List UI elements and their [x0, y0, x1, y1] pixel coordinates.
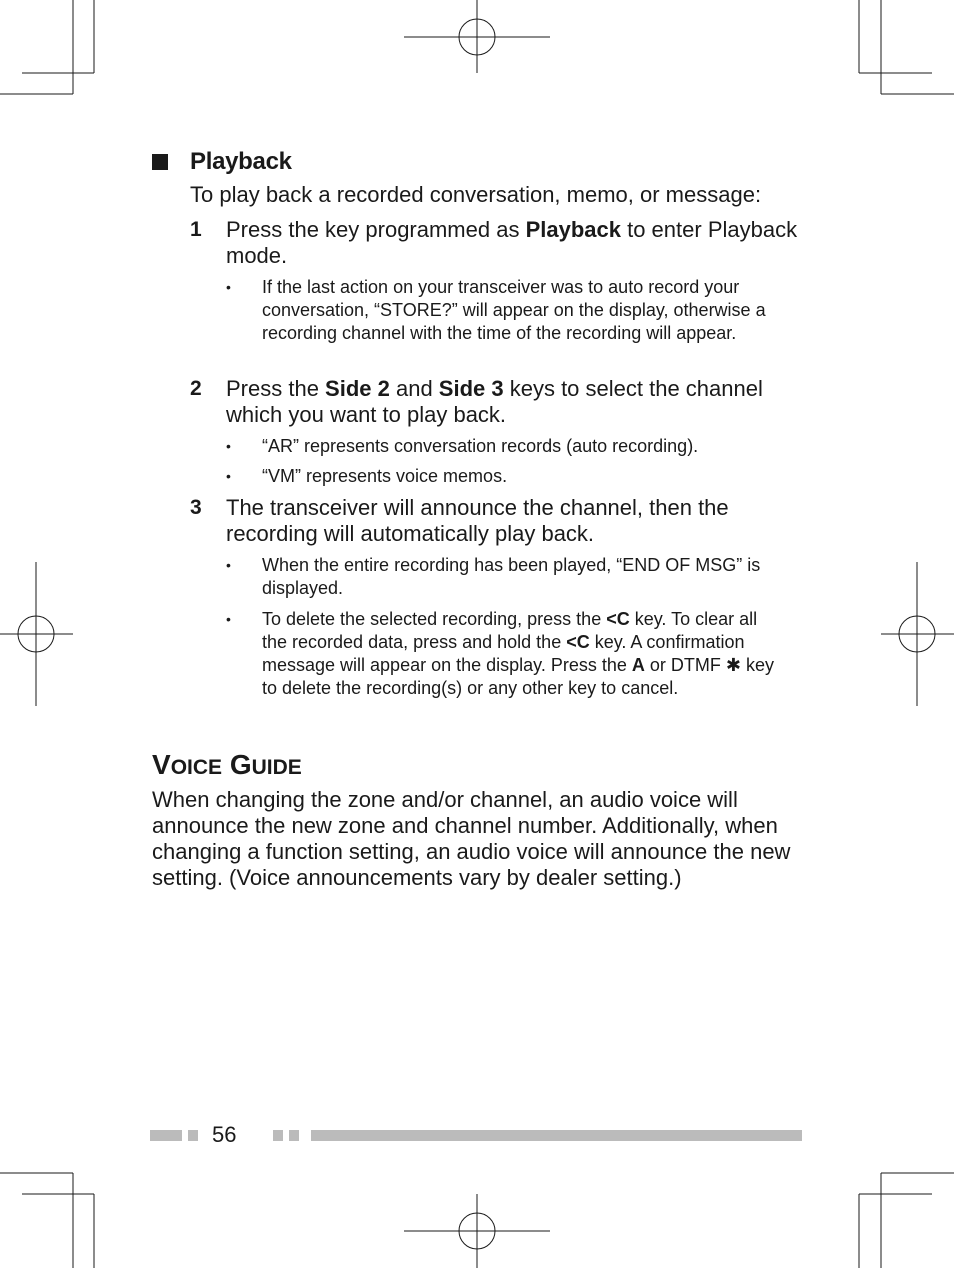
step-text: Press the key programmed as Playback to enter Playback mode. [226, 217, 798, 268]
step-1 [190, 217, 810, 269]
voice-guide-heading: VOICE GUIDE [152, 749, 302, 780]
note-text: “AR” represents conversation records (auto recording). [262, 436, 699, 456]
footer-bar [311, 1130, 802, 1141]
step-text: The transceiver will announce the channel, then the recording will automatically play back. [226, 495, 729, 546]
footer-bar-segment [188, 1130, 198, 1141]
bullet-icon: • [226, 438, 231, 454]
step-text: Press the Side 2 and Side 3 keys to select the channel which you want to play back. [226, 376, 763, 427]
bullet-icon: • [226, 611, 231, 627]
step-number: 3 [190, 496, 202, 519]
footer-bar-segment [273, 1130, 283, 1141]
step-2 [190, 376, 810, 428]
asterisk-icon: ✱ [725, 655, 741, 675]
step-3-note-1 [226, 554, 786, 600]
step-number: 2 [190, 377, 202, 400]
footer-bar-segment [150, 1130, 182, 1141]
section-title: Playback [190, 148, 292, 175]
voice-guide-body: When changing the zone and/or channel, an audio voice will announce the new zone and channel number. Additionally, when changing a function setting, an audio voice will announce the new setting. (Voice announcements vary by dealer setting.) [152, 787, 791, 890]
section-heading [152, 148, 292, 176]
step-2-note-1 [226, 435, 786, 458]
bullet-icon: • [226, 279, 231, 295]
square-bullet-icon [152, 154, 168, 170]
note-text: “VM” represents voice memos. [262, 466, 508, 486]
page-number: 56 [212, 1122, 237, 1147]
note-text: To delete the selected recording, press the <C key. To clear all the recorded data, press and hold the <C key. A confirmation message will appear on the display. Press the A or DTMF ✱ key to delete the recording(s) or any other key to cancel. [262, 609, 774, 698]
bullet-icon: • [226, 468, 231, 484]
note-text: If the last action on your transceiver was to auto record your conversation, “STORE?” will appear on the display, otherwise a recording channel with the time of the recording will appear. [262, 277, 766, 343]
step-2-note-2 [226, 465, 786, 488]
section-intro: To play back a recorded conversation, memo, or message: [190, 182, 762, 207]
bullet-icon: • [226, 557, 231, 573]
step-3 [190, 495, 810, 547]
step-number: 1 [190, 218, 202, 241]
step-3-note-2 [226, 608, 786, 700]
note-text: When the entire recording has been played, “END OF MSG” is displayed. [262, 555, 761, 598]
step-1-note [226, 276, 786, 345]
footer-bar-segment [289, 1130, 299, 1141]
